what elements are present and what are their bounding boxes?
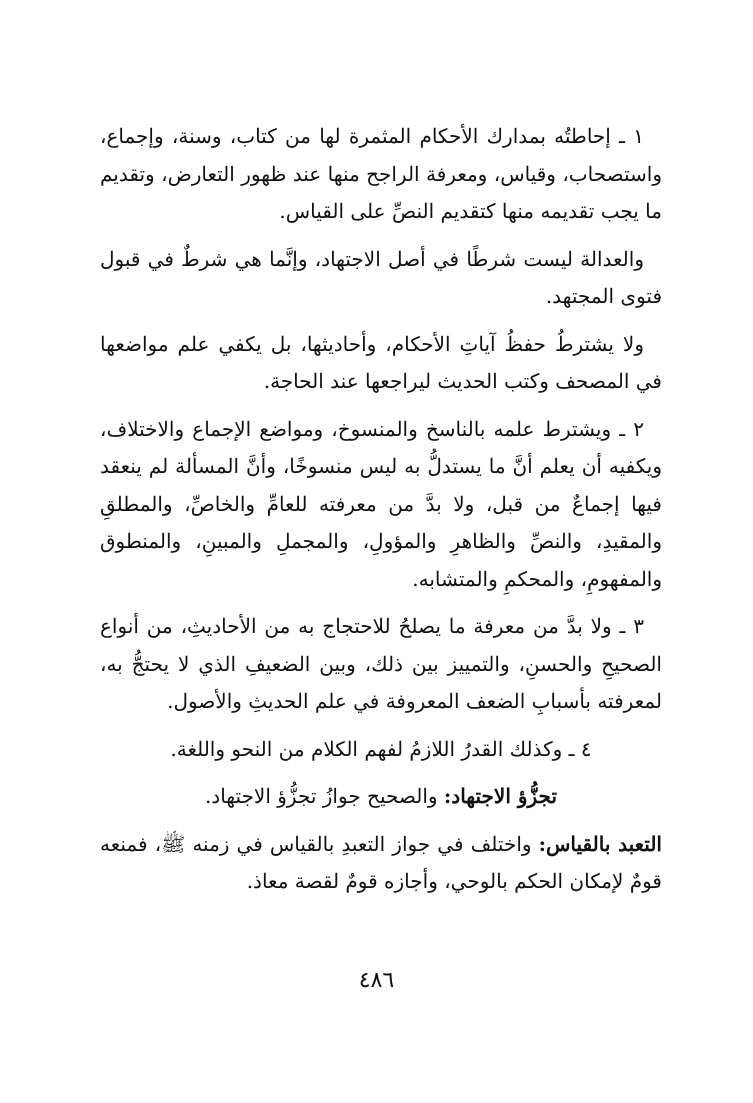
- paragraph-condition-2: ٢ ـ ويشترط علمه بالناسخ والمنسوخ، ومواضع الإجماع والاختلاف، ويكفيه أن يعلم أنَّ ما يستدلُّ به ليس منسوخًا، وأنَّ المسألة لم ينعقد فيها إجماعٌ من قبل، ولا بدَّ من معرفته للعامِّ والخاصِّ، والمطلقِ والمقيدِ، والنصِّ والظاهرِ والمؤولِ، والمجملِ والمبينِ، والمنطوق والمفهومِ، والمحكمِ والمتشابه.: [100, 416, 662, 591]
- section-heading: تجزُّؤ الاجتهاد:: [443, 784, 558, 808]
- section-text: واختلف في جواز التعبدِ بالقياس في زمنه ﷺ، فمنعه قومٌ لإمكان الحكم بالوحي، وأجازه قومٌ لقصة معاذ.: [100, 831, 662, 893]
- section-text: والصحيح جوازُ تجزُّؤ الاجتهاد.: [204, 784, 444, 808]
- paragraph-qiyas: [100, 826, 662, 901]
- paragraph-partial-ijtihad: [100, 778, 662, 816]
- page-number: ٤٨٦: [358, 968, 395, 993]
- paragraph-condition-3: ٣ ـ ولا بدَّ من معرفة ما يصلحُ للاحتجاج به من الأحاديثِ، من أنواع الصحيحِ والحسنِ، والتمييز بين ذلك، وبين الضعيفِ الذي لا يحتجُّ به، لمعرفته بأسبابِ الضعف المعروفة في علم الحديثِ والأصول.: [100, 614, 662, 713]
- paragraph-condition-1: ١ ـ إحاطتُه بمدارك الأحكام المثمرة لها من كتاب، وسنة، وإجماع، واستصحاب، وقياس، ومعرفة الراجح منها عند ظهور التعارض، وتقديم ما يجب تقديمه منها كتقديم النصِّ على القياس.: [100, 124, 662, 223]
- section-heading: التعبد بالقياس:: [538, 831, 662, 856]
- paragraph-justice: والعدالة ليست شرطًا في أصل الاجتهاد، وإنَّما هي شرطٌ في قبول فتوى المجتهد.: [100, 246, 662, 308]
- paragraph-memorization: ولا يشترطُ حفظُ آياتِ الأحكام، وأحاديثها، بل يكفي علم مواضعها في المصحف وكتب الحديث ليراجعها عند الحاجة.: [100, 331, 662, 393]
- paragraph-condition-4: ٤ ـ وكذلك القدرُ اللازمُ لفهم الكلام من النحو واللغة.: [170, 736, 592, 761]
- body-text: [100, 118, 662, 911]
